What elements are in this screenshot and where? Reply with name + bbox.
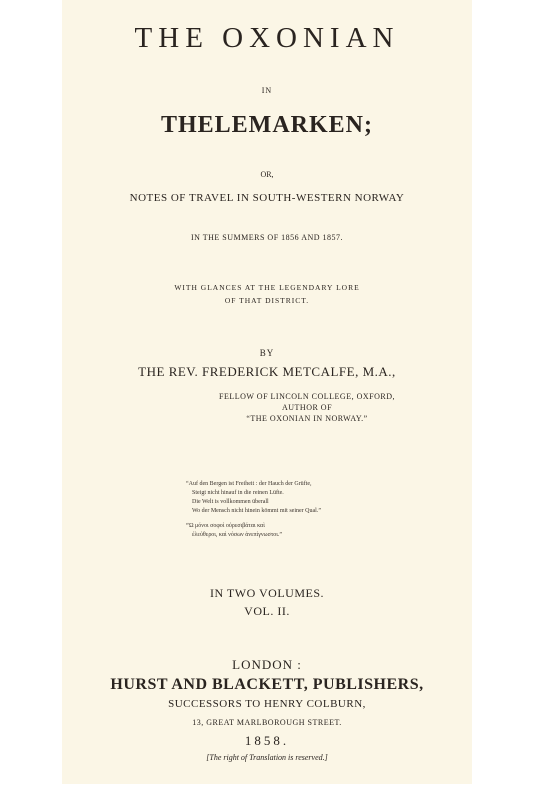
author-of: AUTHOR OF [281,403,333,412]
title-connector-in: IN [261,86,273,95]
volume-number: VOL. II. [244,604,290,618]
publication-year: 1858. [244,733,290,748]
glances-line-2: OF THAT DISTRICT. [224,296,310,305]
epigraph-line: Die Welt is vollkommen überall [192,499,269,505]
book-place: THELEMARKEN; [160,112,373,138]
travel-dates: IN THE SUMMERS OF 1856 AND 1857. [190,233,344,242]
epigraph-line: ἐλεύθεροι, καὶ νόσων ἀνεπίγνωστοι.” [192,532,283,538]
epigraph-line: Steigt nicht hinauf in die reinen Lüfte. [192,490,284,496]
glances-line-1: WITH GLANCES AT THE LEGENDARY LORE [174,283,360,292]
book-title: THE OXONIAN [134,22,400,54]
book-subtitle: NOTES OF TRAVEL IN SOUTH-WESTERN NORWAY [129,192,405,204]
epigraph-line: “Auf den Bergen ist Freiheit : der Hauch der Grüfte, [186,481,312,487]
publisher-successors: SUCCESSORS TO HENRY COLBURN, [168,698,366,710]
previous-work: “THE OXONIAN IN NORWAY.” [246,414,368,423]
title-page [62,0,472,784]
epigraph-line: “Ὠ μόνοι σοφοὶ οὐρεσιβάται καὶ [186,523,265,529]
byline-by: BY [259,348,275,358]
title-connector-or: OR, [260,170,274,179]
publisher-name: HURST AND BLACKETT, PUBLISHERS, [110,676,424,693]
author-fellowship: FELLOW OF LINCOLN COLLEGE, OXFORD, [219,392,395,401]
imprint-city: LONDON : [232,657,302,672]
author-name: THE REV. FREDERICK METCALFE, M.A., [138,364,396,379]
rights-notice: [The right of Translation is reserved.] [206,753,328,762]
publisher-address: 13, GREAT MARLBOROUGH STREET. [192,718,342,727]
epigraph-line: Wo der Mensch nicht hinein kömmt mit seiner Qual.” [192,508,321,514]
volume-count: IN TWO VOLUMES. [209,586,325,600]
